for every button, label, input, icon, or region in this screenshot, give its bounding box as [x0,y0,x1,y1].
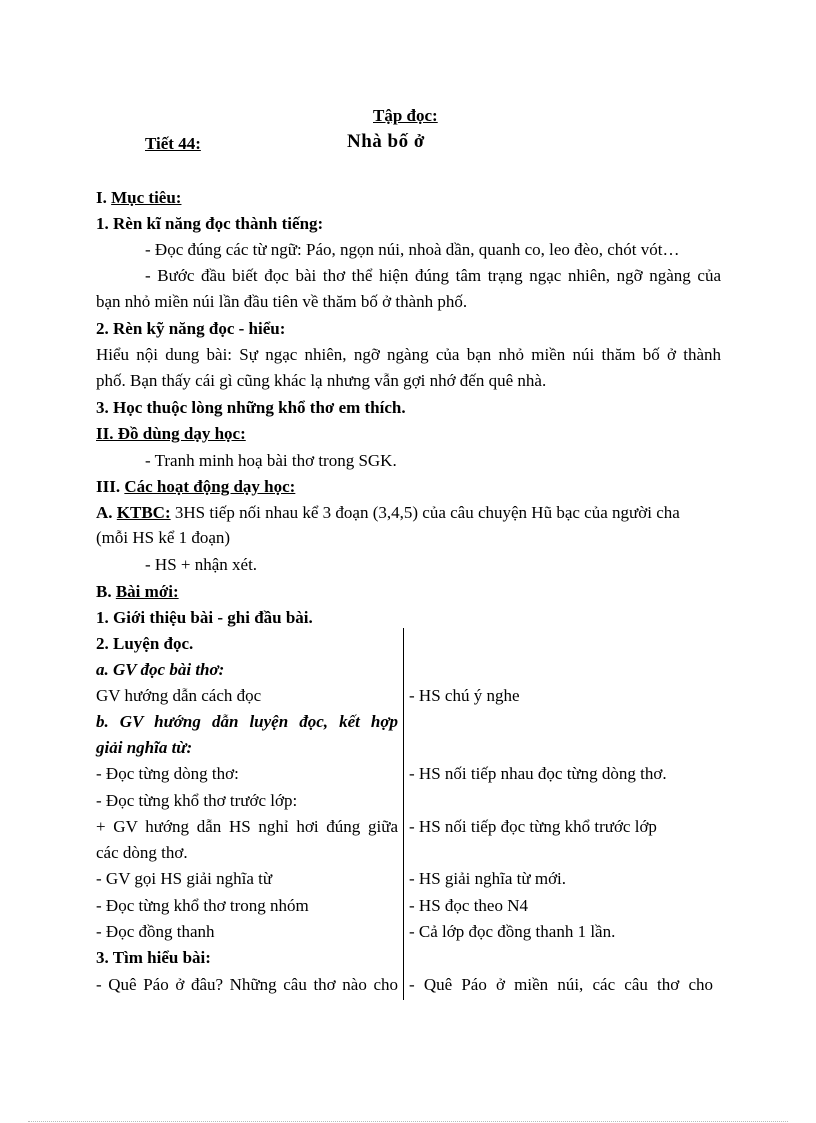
section-3-heading [96,476,295,498]
goal-1-heading: 1. Rèn kĩ năng đọc thành tiếng: [96,214,324,233]
part-a-text-cont: (mỗi HS kể 1 đoạn) [96,528,231,547]
step-2a-heading: a. GV đọc bài thơ: [96,660,225,679]
goal-3-heading: 3. Học thuộc lòng những khổ thơ em thích. [96,398,406,417]
table-row-4-right: - HS nối tiếp đọc từng khổ trước lớp [409,817,657,836]
goal-2-text-cont: phố. Bạn thấy cái gì cũng khác lạ nhưng vẫn gợi nhớ đến quê nhà. [96,371,547,390]
table-row-5-right: - HS giải nghĩa từ mới. [409,869,567,888]
step-2b-heading: b. GV hướng dẫn luyện đọc, kết hợp [96,712,398,731]
table-row-2-right: - HS nối tiếp nhau đọc từng dòng thơ. [409,764,667,783]
page-bottom-border [28,1121,788,1122]
goal-1-item-2-cont: bạn nhỏ miền núi lần đầu tiên về thăm bố ở thành phố. [96,292,468,311]
table-row-4-left: + GV hướng dẫn HS nghỉ hơi đúng giữa [96,817,398,836]
table-row-1-left: GV hướng dẫn cách đọc [96,686,262,705]
step-2b-heading-cont: giải nghĩa từ: [96,738,193,757]
period-label: Tiết 44: [145,134,201,153]
goal-2-heading: 2. Rèn kỹ năng đọc - hiểu: [96,319,286,338]
section-1-title: Mục tiêu: [111,188,182,207]
goal-1-item-1: - Đọc đúng các từ ngữ: Páo, ngọn núi, nhoà dần, quanh co, leo đèo, chót vót… [145,240,680,259]
part-b-heading [96,581,179,603]
step-1-heading: 1. Giới thiệu bài - ghi đầu bài. [96,608,313,627]
part-b-title: Bài mới: [115,582,179,601]
step-3-heading: 3. Tìm hiểu bài: [96,948,211,967]
table-row-6-right: - HS đọc theo N4 [409,896,528,915]
subject-label: Tập đọc: [373,106,438,125]
part-a-line [96,502,680,524]
materials-item: - Tranh minh hoạ bài thơ trong SGK. [145,451,397,470]
section-1-heading [96,187,181,209]
table-row-8-right: - Quê Páo ở miền núi, các câu thơ cho [409,975,713,994]
section-3-number: III. [96,477,125,496]
part-b-label: B. [96,582,116,601]
section-1-number: I. [96,188,112,207]
part-a-label: A. [96,503,117,522]
part-a-review: - HS + nhận xét. [145,555,258,574]
table-row-3-left: - Đọc từng khổ thơ trước lớp: [96,791,298,810]
section-2-heading: II. Đồ dùng dạy học: [96,424,246,443]
table-row-2-left: - Đọc từng dòng thơ: [96,764,239,783]
goal-1-item-2: - Bước đầu biết đọc bài thơ thể hiện đúng tâm trạng ngạc nhiên, ngỡ ngàng của [145,266,721,285]
table-row-6-left: - Đọc từng khổ thơ trong nhóm [96,896,309,915]
table-row-7-left: - Đọc đồng thanh [96,922,215,941]
goal-2-text: Hiểu nội dung bài: Sự ngạc nhiên, ngỡ ngàng của bạn nhỏ miền núi thăm bố ở thành [96,345,721,364]
table-column-divider [403,628,404,1000]
table-row-7-right: - Cả lớp đọc đồng thanh 1 lần. [409,922,616,941]
section-3-title: Các hoạt động dạy học: [124,477,296,496]
table-row-8-left: - Quê Páo ở đâu? Những câu thơ nào cho [96,975,398,994]
part-a-text: 3HS tiếp nối nhau kể 3 đoạn (3,4,5) của câu chuyện Hũ bạc của người cha [170,503,680,522]
part-a-title: KTBC: [116,503,171,522]
step-2-heading: 2. Luyện đọc. [96,634,194,653]
table-row-4-left-cont: các dòng thơ. [96,843,188,862]
table-row-1-right: - HS chú ý nghe [409,686,520,705]
table-row-5-left: - GV gọi HS giải nghĩa từ [96,869,273,888]
lesson-title: Nhà bố ở [347,131,425,152]
